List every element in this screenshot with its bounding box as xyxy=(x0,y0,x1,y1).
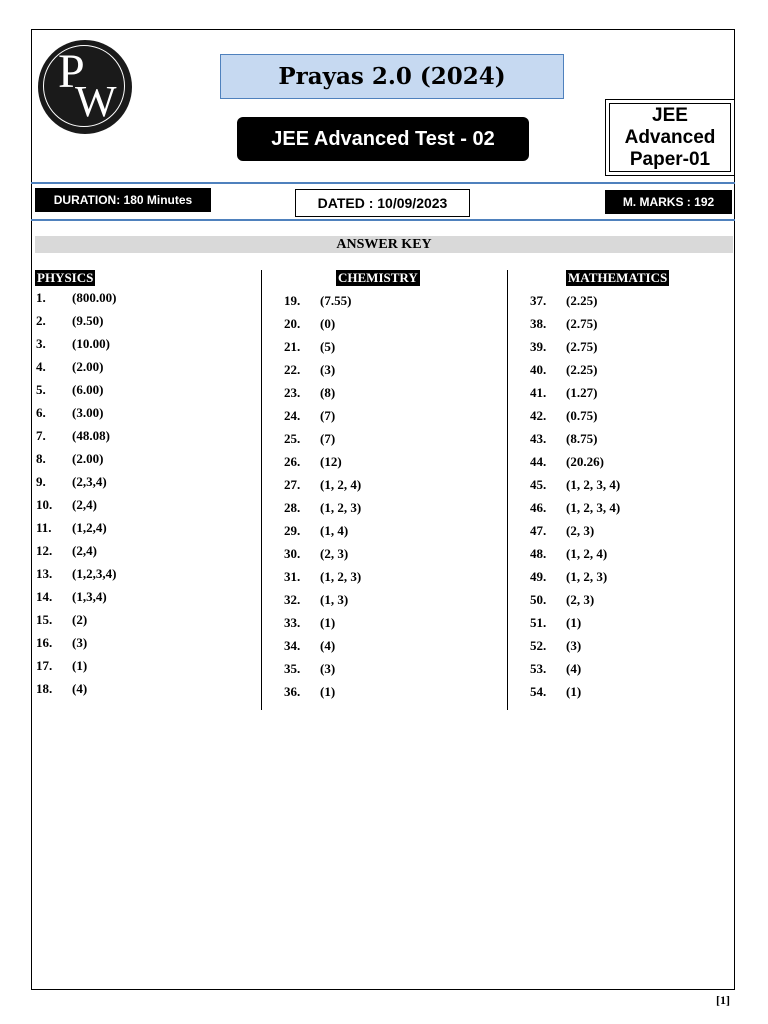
question-number: 13. xyxy=(36,566,53,581)
subject-heading-physics: PHYSICS xyxy=(37,270,94,285)
answer-value: (3) xyxy=(320,661,336,676)
answer-value: (7) xyxy=(320,408,336,423)
question-number: 11. xyxy=(36,520,52,535)
answer-value: (1, 3) xyxy=(320,592,349,607)
answer-value: (2.25) xyxy=(566,293,598,308)
question-number: 6. xyxy=(36,405,46,420)
answer-value: (9.50) xyxy=(72,313,104,328)
logo-letter-p: P xyxy=(58,45,85,98)
answer-value: (1, 2, 3, 4) xyxy=(566,477,621,492)
answer-value: (4) xyxy=(320,638,336,653)
paper-line-2: Advanced xyxy=(624,126,716,148)
question-number: 5. xyxy=(36,382,46,397)
question-number: 29. xyxy=(284,523,301,538)
question-number: 1. xyxy=(36,290,46,305)
question-number: 23. xyxy=(284,385,301,400)
answer-value: (20.26) xyxy=(566,454,604,469)
question-number: 25. xyxy=(284,431,301,446)
question-number: 4. xyxy=(36,359,46,374)
question-number: 15. xyxy=(36,612,53,627)
question-number: 8. xyxy=(36,451,46,466)
answer-value: (8.75) xyxy=(566,431,598,446)
page-title: Prayas 2.0 (2024) xyxy=(220,54,564,99)
logo-letter-w: W xyxy=(75,77,117,126)
question-number: 48. xyxy=(530,546,547,561)
question-number: 53. xyxy=(530,661,547,676)
answer-value: (1, 2, 3, 4) xyxy=(566,500,621,515)
answer-value: (800.00) xyxy=(72,290,117,305)
question-number: 36. xyxy=(284,684,301,699)
question-number: 39. xyxy=(530,339,547,354)
question-number: 9. xyxy=(36,474,46,489)
answer-value: (2) xyxy=(72,612,88,627)
answer-value: (2, 3) xyxy=(566,523,595,538)
answer-value: (10.00) xyxy=(72,336,110,351)
answer-value: (3.00) xyxy=(72,405,104,420)
question-number: 17. xyxy=(36,658,53,673)
answer-value: (1) xyxy=(566,684,582,699)
question-number: 52. xyxy=(530,638,547,653)
answer-value: (2.25) xyxy=(566,362,598,377)
question-number: 45. xyxy=(530,477,547,492)
header-divider-bottom xyxy=(31,219,735,221)
answer-value: (2.00) xyxy=(72,359,104,374)
test-name-banner: JEE Advanced Test - 02 xyxy=(237,117,529,161)
question-number: 34. xyxy=(284,638,301,653)
answer-value: (12) xyxy=(320,454,342,469)
date-box: DATED : 10/09/2023 xyxy=(295,189,470,217)
question-number: 24. xyxy=(284,408,301,423)
question-number: 28. xyxy=(284,500,301,515)
question-number: 51. xyxy=(530,615,547,630)
question-number: 41. xyxy=(530,385,547,400)
subject-heading-mathematics: MATHEMATICS xyxy=(568,270,668,285)
answer-value: (1,2,3,4) xyxy=(72,566,117,581)
question-number: 3. xyxy=(36,336,46,351)
answer-value: (1, 2, 3) xyxy=(566,569,608,584)
answer-value: (2, 3) xyxy=(320,546,349,561)
question-number: 21. xyxy=(284,339,301,354)
answer-value: (1) xyxy=(72,658,88,673)
question-number: 27. xyxy=(284,477,301,492)
paper-line-1: JEE xyxy=(652,104,688,126)
question-number: 16. xyxy=(36,635,53,650)
answer-value: (1) xyxy=(566,615,582,630)
question-number: 32. xyxy=(284,592,301,607)
column-divider xyxy=(507,270,508,710)
answer-key-heading: ANSWER KEY xyxy=(35,236,733,253)
question-number: 37. xyxy=(530,293,547,308)
answer-value: (6.00) xyxy=(72,382,104,397)
answer-value: (4) xyxy=(72,681,88,696)
pw-logo xyxy=(38,40,132,134)
answer-value: (8) xyxy=(320,385,336,400)
question-number: 42. xyxy=(530,408,547,423)
question-number: 12. xyxy=(36,543,53,558)
answer-value: (1) xyxy=(320,684,336,699)
question-number: 7. xyxy=(36,428,46,443)
answer-value: (3) xyxy=(320,362,336,377)
question-number: 30. xyxy=(284,546,301,561)
question-number: 43. xyxy=(530,431,547,446)
question-number: 47. xyxy=(530,523,547,538)
header-divider-top xyxy=(31,182,735,184)
question-number: 46. xyxy=(530,500,547,515)
question-number: 22. xyxy=(284,362,301,377)
answer-value: (2,4) xyxy=(72,497,97,512)
answer-value: (1, 2, 3) xyxy=(320,569,362,584)
question-number: 33. xyxy=(284,615,301,630)
max-marks-badge: M. MARKS : 192 xyxy=(605,190,732,214)
column-divider xyxy=(261,270,262,710)
question-number: 40. xyxy=(530,362,547,377)
answer-value: (1.27) xyxy=(566,385,598,400)
answer-value: (2.75) xyxy=(566,316,598,331)
question-number: 49. xyxy=(530,569,547,584)
answer-value: (5) xyxy=(320,339,336,354)
page-number: [1] xyxy=(716,993,730,1007)
answer-value: (2,4) xyxy=(72,543,97,558)
question-number: 35. xyxy=(284,661,301,676)
answer-value: (1,2,4) xyxy=(72,520,107,535)
answer-value: (7) xyxy=(320,431,336,446)
question-number: 14. xyxy=(36,589,53,604)
answer-value: (3) xyxy=(72,635,88,650)
question-number: 31. xyxy=(284,569,301,584)
answer-value: (4) xyxy=(566,661,582,676)
answer-value: (7.55) xyxy=(320,293,352,308)
answer-value: (1, 2, 3) xyxy=(320,500,362,515)
question-number: 50. xyxy=(530,592,547,607)
answer-value: (0.75) xyxy=(566,408,598,423)
question-number: 38. xyxy=(530,316,547,331)
question-number: 44. xyxy=(530,454,547,469)
answer-value: (2, 3) xyxy=(566,592,595,607)
answer-value: (1,3,4) xyxy=(72,589,107,604)
question-number: 54. xyxy=(530,684,547,699)
question-number: 10. xyxy=(36,497,53,512)
answer-value: (1, 4) xyxy=(320,523,349,538)
answer-value: (2.00) xyxy=(72,451,104,466)
answer-value: (2,3,4) xyxy=(72,474,107,489)
question-number: 18. xyxy=(36,681,53,696)
answer-value: (2.75) xyxy=(566,339,598,354)
subject-heading-chemistry: CHEMISTRY xyxy=(338,270,418,285)
answer-value: (1, 2, 4) xyxy=(566,546,608,561)
answer-value: (0) xyxy=(320,316,336,331)
question-number: 2. xyxy=(36,313,46,328)
duration-badge: DURATION: 180 Minutes xyxy=(35,188,211,212)
answer-value: (1, 2, 4) xyxy=(320,477,362,492)
answer-value: (48.08) xyxy=(72,428,110,443)
answer-value: (3) xyxy=(566,638,582,653)
paper-line-3: Paper-01 xyxy=(629,148,711,170)
question-number: 20. xyxy=(284,316,301,331)
question-number: 19. xyxy=(284,293,301,308)
paper-label-box xyxy=(605,99,735,176)
answer-value: (1) xyxy=(320,615,336,630)
question-number: 26. xyxy=(284,454,301,469)
